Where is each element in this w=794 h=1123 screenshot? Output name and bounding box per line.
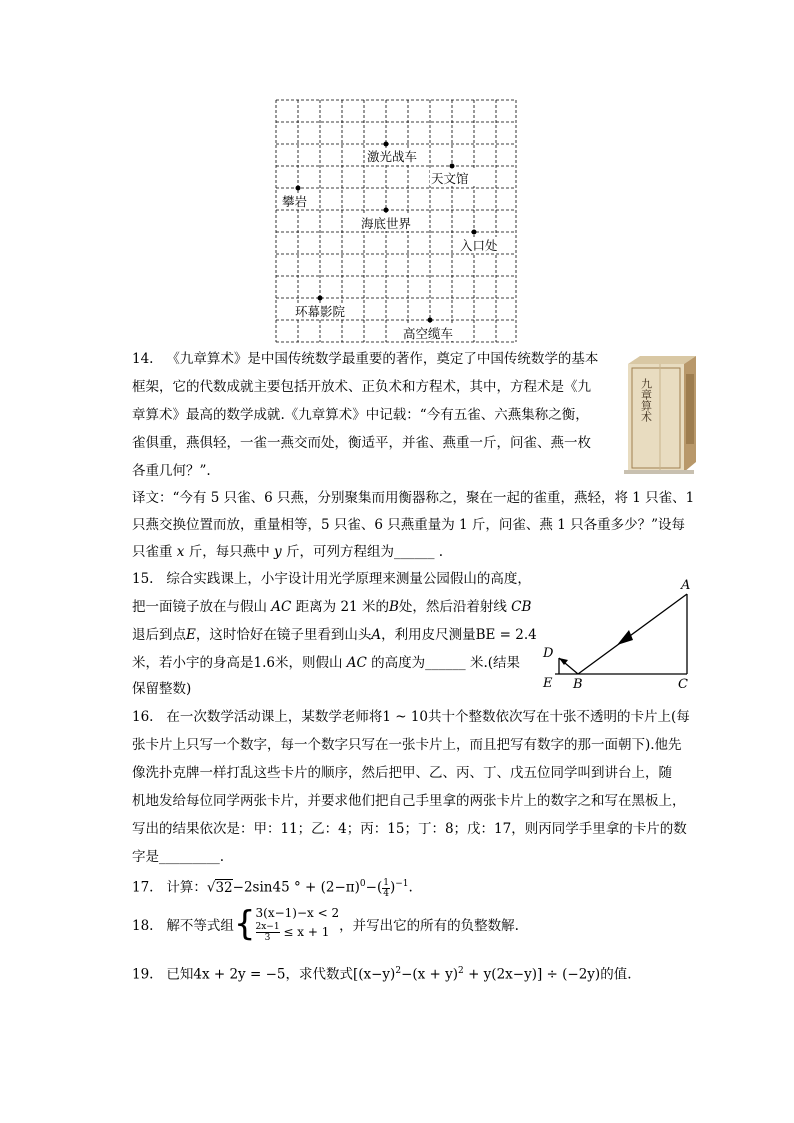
q15-l2-v1: AC (271, 599, 292, 615)
q14-translation-2: 只燕交换位置而放，重量相等，5 只雀、6 只燕重量为 1 斤，问雀、燕 1 只各重多少？”设每 (132, 517, 686, 533)
q15-l4-v: AC (346, 655, 367, 671)
q17-fraction (382, 878, 390, 899)
q17-frac-den: 4 (383, 888, 389, 899)
q18-row2 (256, 922, 340, 943)
entrance-point (472, 230, 477, 235)
q19-number: 19. (132, 966, 154, 983)
q19-sq1: 2 (395, 966, 402, 976)
q14-translation-3 (132, 542, 443, 562)
book-title: 九章算术 (639, 378, 653, 422)
q14-t3-c: 斤，可列方程组为______ . (281, 544, 444, 560)
q14-translation-1: 译文：“今有 5 只雀、6 只燕，分别聚集而用衡器称之，聚在一起的雀重，燕轻，将 1 只雀、1 (132, 490, 695, 506)
q16-number: 16. (132, 709, 154, 725)
q14-line-3: 章算术》最高的数学成就.《九章算术》中记载：“今有五雀、六燕集称之衡， (132, 407, 589, 423)
cable-car-label: 高空缆车 (403, 326, 454, 341)
system-brace: { (233, 904, 256, 944)
q14-t3-b: 斤，每只燕中 (184, 544, 275, 560)
q15-l2-a: 把一面镜子放在与假山 (132, 599, 272, 615)
q15-l3-c: ，利用皮尺测量BE = 2.4 (381, 627, 537, 643)
q16-line-4: 机地发给每位同学两张卡片，并要求他们把自己手里拿的两张卡片上的数字之和写在黑板上， (132, 793, 686, 809)
q18-row2-rest: ≤ x + 1 (283, 925, 330, 939)
q15-l2-v3: CB (511, 599, 532, 615)
q16-line-6: 字是_________. (132, 849, 225, 865)
q17-line (132, 874, 413, 899)
q15-l3-v2: A (371, 627, 382, 643)
q16-text: 在一次数学活动课上，某数学老师将1 ~ 10共十个整数依次写在十张不透明的卡片上(每 (166, 709, 690, 725)
circle-cinema-point (318, 296, 323, 301)
q17-end: . (408, 879, 413, 896)
q15-l3-a: 退后到点 (132, 627, 186, 643)
q15-l4-b: 的高度为______ 米.(结果 (366, 655, 520, 671)
q15-line-5: 保留整数) (132, 681, 192, 697)
q15-text: 综合实践课上，小宇设计用光学原理来测量公园假山的高度， (166, 571, 531, 587)
q17-number: 17. (132, 879, 154, 896)
q15-l4-a: 米，若小宇的身高是1.6米，则假山 (132, 655, 347, 671)
q14-text: 《九章算术》是中国传统数学最重要的著作，奠定了中国传统数学的基本 (166, 351, 599, 367)
point-E: E (543, 676, 553, 691)
sqrt-sign: √ (206, 879, 216, 896)
q15-number: 15. (132, 571, 154, 587)
q15-line-1 (132, 569, 531, 589)
rock-climbing-point (296, 186, 301, 191)
q18-number: 18. (132, 918, 154, 934)
cable-car-point (428, 318, 433, 323)
observatory-label: 天文馆 (431, 171, 469, 186)
circle-cinema-label: 环幕影院 (295, 304, 346, 319)
var-y: y (274, 544, 282, 560)
ocean-world-label: 海底世界 (361, 216, 412, 231)
point-B: B (573, 677, 583, 692)
observatory-point (450, 164, 455, 169)
mirror-geometry-figure (535, 574, 705, 692)
q14-line-2: 框架，它的代数成就主要包括开放术、正负术和方程术，其中，方程术是《九 (132, 379, 591, 395)
q14-line-1 (132, 349, 598, 369)
q18-suffix: ，并写出它的所有的负整数解. (339, 918, 519, 934)
point-D: D (543, 646, 554, 661)
q15-line-3 (132, 625, 537, 645)
q17-exp0: 0 (359, 879, 366, 889)
laser-tank-point (384, 142, 389, 147)
q14-line-4: 雀俱重，燕俱轻，一雀一燕交而处，衡适平，并雀、燕重一斤，问雀、燕一枚 (132, 435, 591, 451)
q16-line-2: 张卡片上只写一个数字，每一个数字只写在一张卡片上，而且把写有数字的那一面朝下).他先 (132, 737, 682, 753)
q17-exp-neg: −1 (395, 879, 409, 889)
q19-pre: 已知4x + 2y = −5，求代数式[(x−y) (166, 966, 396, 983)
var-x: x (176, 544, 185, 560)
q16-line-1 (132, 707, 690, 727)
laser-tank-label: 激光战车 (367, 149, 418, 164)
q18-row1: 3(x−1)−x < 2 (255, 906, 340, 920)
q19-line (132, 961, 632, 985)
inequality-system (256, 906, 340, 943)
entrance-label: 入口处 (460, 238, 498, 253)
ray-AB (578, 594, 687, 674)
q18-frac (256, 922, 280, 943)
q14-number: 14. (132, 351, 154, 367)
nine-chapters-book-image (620, 354, 698, 476)
q15-l3-b: ，这时恰好在镜子里看到山头 (195, 627, 372, 643)
q17-part3: ) (389, 879, 396, 896)
q18-frac-num: 2x−1 (255, 922, 280, 932)
q19-mid: −(x + y) (401, 966, 459, 983)
q15-l2-b: 距离为 21 米的 (291, 599, 389, 615)
light-direction-arrow (617, 630, 633, 645)
q18-prefix: 解不等式组 (166, 918, 234, 934)
q15-l3-v1: E (186, 627, 196, 643)
q15-line-2 (132, 597, 531, 617)
q19-post: + y(2x−y)] ÷ (−2y)的值. (463, 966, 632, 983)
q15-l2-v2: B (388, 599, 399, 615)
q16-line-5: 写出的结果依次是：甲：11；乙：4；丙：15；丁：8；戊：17，则丙同学手里拿的卡片的数 (132, 821, 687, 837)
q15-line-4 (132, 653, 520, 673)
q16-line-3: 像洗扑克牌一样打乱这些卡片的顺序，然后把甲、乙、丙、丁、戊五位同学叫到讲台上，随 (132, 765, 672, 781)
q17-part1: −2sin45 ° + (2−π) (232, 879, 360, 896)
q17-frac-num: 1 (383, 877, 389, 888)
rock-climbing-label: 攀岩 (282, 194, 308, 209)
q18-line (132, 904, 519, 948)
q17-radicand: 32 (215, 879, 233, 896)
q18-frac-den: 3 (264, 933, 271, 943)
q15-l2-c: 处，然后沿着射线 (398, 599, 512, 615)
q14-line-5: 各重几何？”. (132, 463, 211, 479)
park-map-figure (270, 94, 525, 349)
q17-prefix: 计算： (166, 879, 207, 896)
point-A: A (681, 578, 691, 593)
ocean-world-point (384, 208, 389, 213)
point-C: C (678, 677, 688, 692)
q19-sq2: 2 (458, 966, 464, 976)
q17-part2: −( (365, 879, 383, 896)
q14-t3-a: 只雀重 (132, 544, 177, 560)
